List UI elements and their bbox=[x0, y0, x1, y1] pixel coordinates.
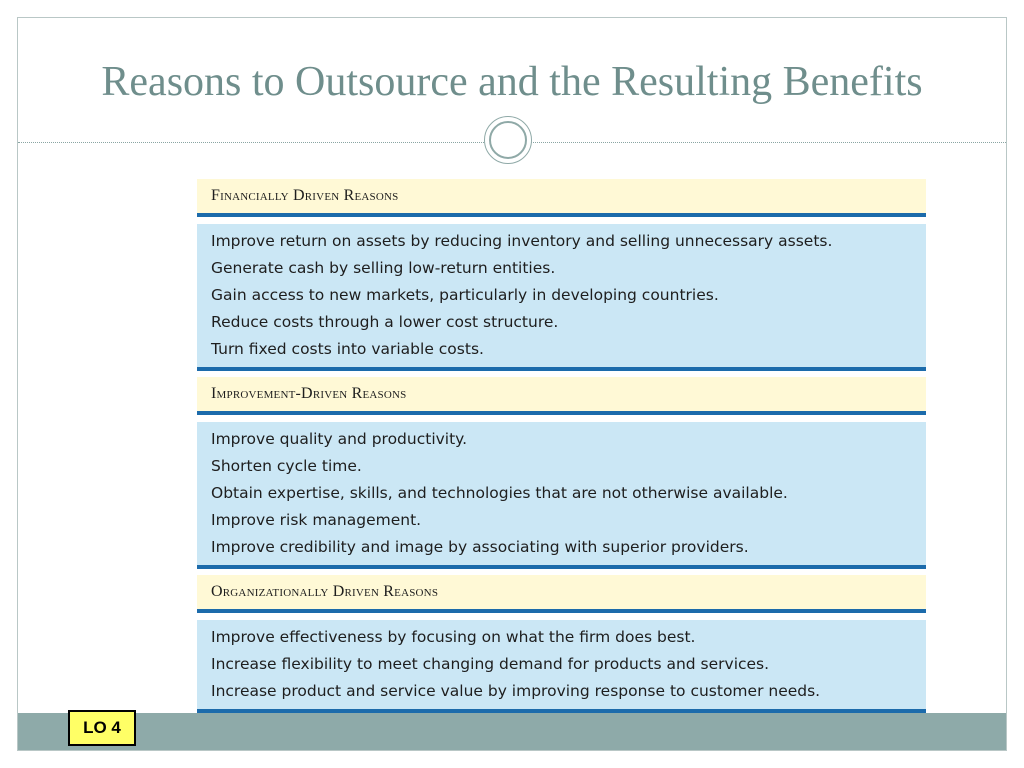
list-item: Reduce costs through a lower cost structure. bbox=[211, 313, 559, 331]
list-item: Shorten cycle time. bbox=[211, 457, 362, 475]
section-heading: Financially Driven Reasons bbox=[197, 179, 926, 217]
reasons-table bbox=[197, 179, 926, 713]
list-item: Increase product and service value by improving response to customer needs. bbox=[211, 682, 821, 700]
list-item: Gain access to new markets, particularly in developing countries. bbox=[211, 286, 719, 304]
list-item: Improve return on assets by reducing inventory and selling unnecessary assets. bbox=[211, 232, 833, 250]
divider-ring-icon bbox=[484, 116, 532, 164]
section-financial bbox=[197, 179, 926, 371]
list-item: Generate cash by selling low-return entities. bbox=[211, 259, 556, 277]
section-body bbox=[197, 620, 926, 713]
list-item: Improve credibility and image by associating with superior providers. bbox=[211, 538, 749, 556]
section-body bbox=[197, 224, 926, 371]
list-item: Improve effectiveness by focusing on what the firm does best. bbox=[211, 628, 696, 646]
list-item: Improve risk management. bbox=[211, 511, 422, 529]
section-body bbox=[197, 422, 926, 569]
section-improvement bbox=[197, 377, 926, 569]
list-item: Increase flexibility to meet changing demand for products and services. bbox=[211, 655, 770, 673]
list-item: Improve quality and productivity. bbox=[211, 430, 468, 448]
footer-band bbox=[18, 713, 1006, 750]
section-organizational bbox=[197, 575, 926, 713]
learning-objective-badge: LO 4 bbox=[68, 710, 136, 746]
section-heading: Organizationally Driven Reasons bbox=[197, 575, 926, 613]
list-item: Obtain expertise, skills, and technologies that are not otherwise available. bbox=[211, 484, 788, 502]
section-heading: Improvement-Driven Reasons bbox=[197, 377, 926, 415]
list-item: Turn fixed costs into variable costs. bbox=[211, 340, 484, 358]
slide-title: Reasons to Outsource and the Resulting Benefits bbox=[101, 59, 923, 105]
